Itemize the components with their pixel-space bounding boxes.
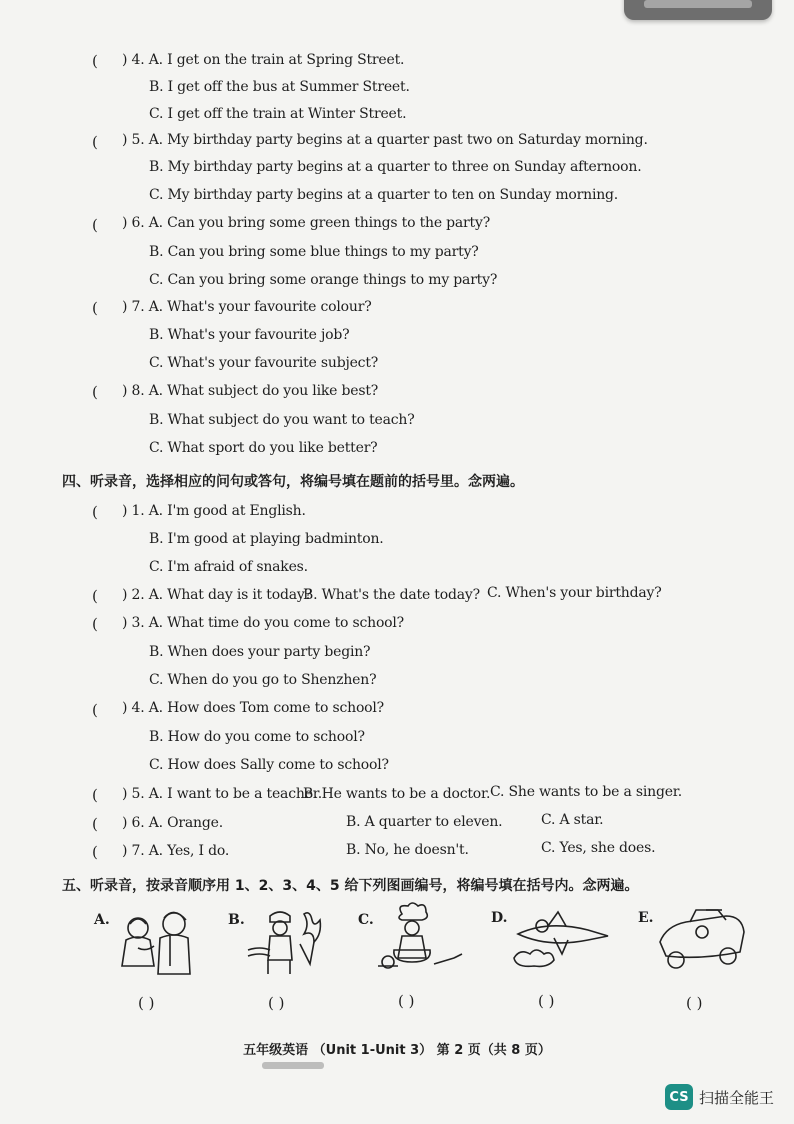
- s4-question-1-option-a: ) 1. A. I'm good at English.: [122, 503, 306, 519]
- answer-paren[interactable]: (: [92, 843, 98, 861]
- question-7-option-c: C. What's your favourite subject?: [149, 355, 379, 371]
- s4-question-1-option-c: C. I'm afraid of snakes.: [149, 559, 308, 575]
- s4-question-5-option-a: ) 5. A. I want to be a teacher.: [122, 786, 322, 802]
- s4-question-4-option-a: ) 4. A. How does Tom come to school?: [122, 700, 384, 716]
- scanner-watermark: [665, 1083, 774, 1111]
- answer-paren[interactable]: (: [92, 503, 98, 521]
- scan-corner-tab: [624, 0, 772, 20]
- s4-question-2-option-c: C. When's your birthday?: [487, 585, 662, 601]
- question-7-option-b: B. What's your favourite job?: [149, 327, 350, 343]
- answer-paren[interactable]: (: [92, 786, 98, 804]
- page-footer: 五年级英语 （Unit 1-Unit 3） 第 2 页（共 8 页）: [243, 1043, 551, 1058]
- picture-c-cook: [376, 902, 466, 980]
- watermark-text: 扫描全能王: [698, 1088, 774, 1107]
- answer-paren[interactable]: (: [92, 701, 98, 719]
- question-8-option-a: ) 8. A. What subject do you like best?: [122, 383, 379, 399]
- s4-question-4-option-b: B. How do you come to school?: [149, 729, 365, 745]
- question-6-option-b: B. Can you bring some blue things to my party?: [149, 244, 479, 260]
- s4-question-3-option-a: ) 3. A. What time do you come to school?: [122, 615, 404, 631]
- s4-question-6-option-a: ) 6. A. Orange.: [122, 815, 223, 831]
- question-5-option-b: B. My birthday party begins at a quarter to three on Sunday afternoon.: [149, 159, 642, 175]
- picture-label-e: E.: [638, 910, 654, 926]
- picture-label-a: A.: [94, 912, 110, 928]
- question-6-option-c: C. Can you bring some orange things to my party?: [149, 272, 498, 288]
- answer-paren[interactable]: (: [92, 815, 98, 833]
- answer-paren[interactable]: (: [92, 615, 98, 633]
- s4-question-2-option-a: ) 2. A. What day is it today?: [122, 587, 312, 603]
- answer-paren[interactable]: (: [92, 216, 98, 234]
- s4-question-7-option-a: ) 7. A. Yes, I do.: [122, 843, 230, 859]
- question-5-option-a: ) 5. A. My birthday party begins at a quarter past two on Saturday morning.: [122, 132, 648, 148]
- question-4-option-b: B. I get off the bus at Summer Street.: [149, 79, 410, 95]
- picture-d-answer-blank[interactable]: ( ): [538, 992, 555, 1010]
- answer-paren[interactable]: (: [92, 133, 98, 151]
- question-4-option-a: ) 4. A. I get on the train at Spring Street.: [122, 52, 405, 68]
- scan-smudge: [262, 1062, 324, 1069]
- question-8-option-c: C. What sport do you like better?: [149, 440, 378, 456]
- picture-a-doctor-patient: [114, 906, 200, 982]
- s4-question-7-option-c: C. Yes, she does.: [541, 840, 656, 856]
- picture-b-firefighter: [244, 904, 330, 980]
- s4-question-4-option-c: C. How does Sally come to school?: [149, 757, 389, 773]
- s4-question-5-option-c: C. She wants to be a singer.: [490, 784, 682, 800]
- s4-question-5-option-b: B. He wants to be a doctor.: [303, 786, 491, 802]
- question-5-option-c: C. My birthday party begins at a quarter to ten on Sunday morning.: [149, 187, 619, 203]
- camscanner-logo-icon: CS: [665, 1084, 693, 1110]
- section-4-title: 四、听录音，选择相应的问句或答句，将编号填在题前的括号里。念两遍。: [62, 474, 524, 490]
- picture-c-answer-blank[interactable]: ( ): [398, 992, 415, 1010]
- answer-paren[interactable]: (: [92, 383, 98, 401]
- question-7-option-a: ) 7. A. What's your favourite colour?: [122, 299, 372, 315]
- s4-question-3-option-b: B. When does your party begin?: [149, 644, 371, 660]
- picture-label-d: D.: [491, 910, 508, 926]
- section-5-title: 五、听录音，按录音顺序用 1、2、3、4、5 给下列图画编号，将编号填在括号内。念两遍。: [62, 878, 639, 894]
- picture-d-pilot-plane: [508, 904, 612, 974]
- answer-paren[interactable]: (: [92, 52, 98, 70]
- picture-b-answer-blank[interactable]: ( ): [268, 994, 285, 1012]
- s4-question-2-option-b: B. What's the date today?: [303, 587, 480, 603]
- question-6-option-a: ) 6. A. Can you bring some green things to the party?: [122, 215, 490, 231]
- answer-paren[interactable]: (: [92, 587, 98, 605]
- s4-question-6-option-c: C. A star.: [541, 812, 604, 828]
- picture-e-answer-blank[interactable]: ( ): [686, 994, 703, 1012]
- answer-paren[interactable]: (: [92, 299, 98, 317]
- s4-question-6-option-b: B. A quarter to eleven.: [346, 814, 503, 830]
- question-4-option-c: C. I get off the train at Winter Street.: [149, 106, 407, 122]
- s4-question-3-option-c: C. When do you go to Shenzhen?: [149, 672, 377, 688]
- s4-question-1-option-b: B. I'm good at playing badminton.: [149, 531, 384, 547]
- picture-label-b: B.: [228, 912, 245, 928]
- s4-question-7-option-b: B. No, he doesn't.: [346, 842, 469, 858]
- picture-label-c: C.: [358, 912, 374, 928]
- question-8-option-b: B. What subject do you want to teach?: [149, 412, 415, 428]
- picture-e-police-car: [654, 902, 750, 974]
- picture-a-answer-blank[interactable]: ( ): [138, 994, 155, 1012]
